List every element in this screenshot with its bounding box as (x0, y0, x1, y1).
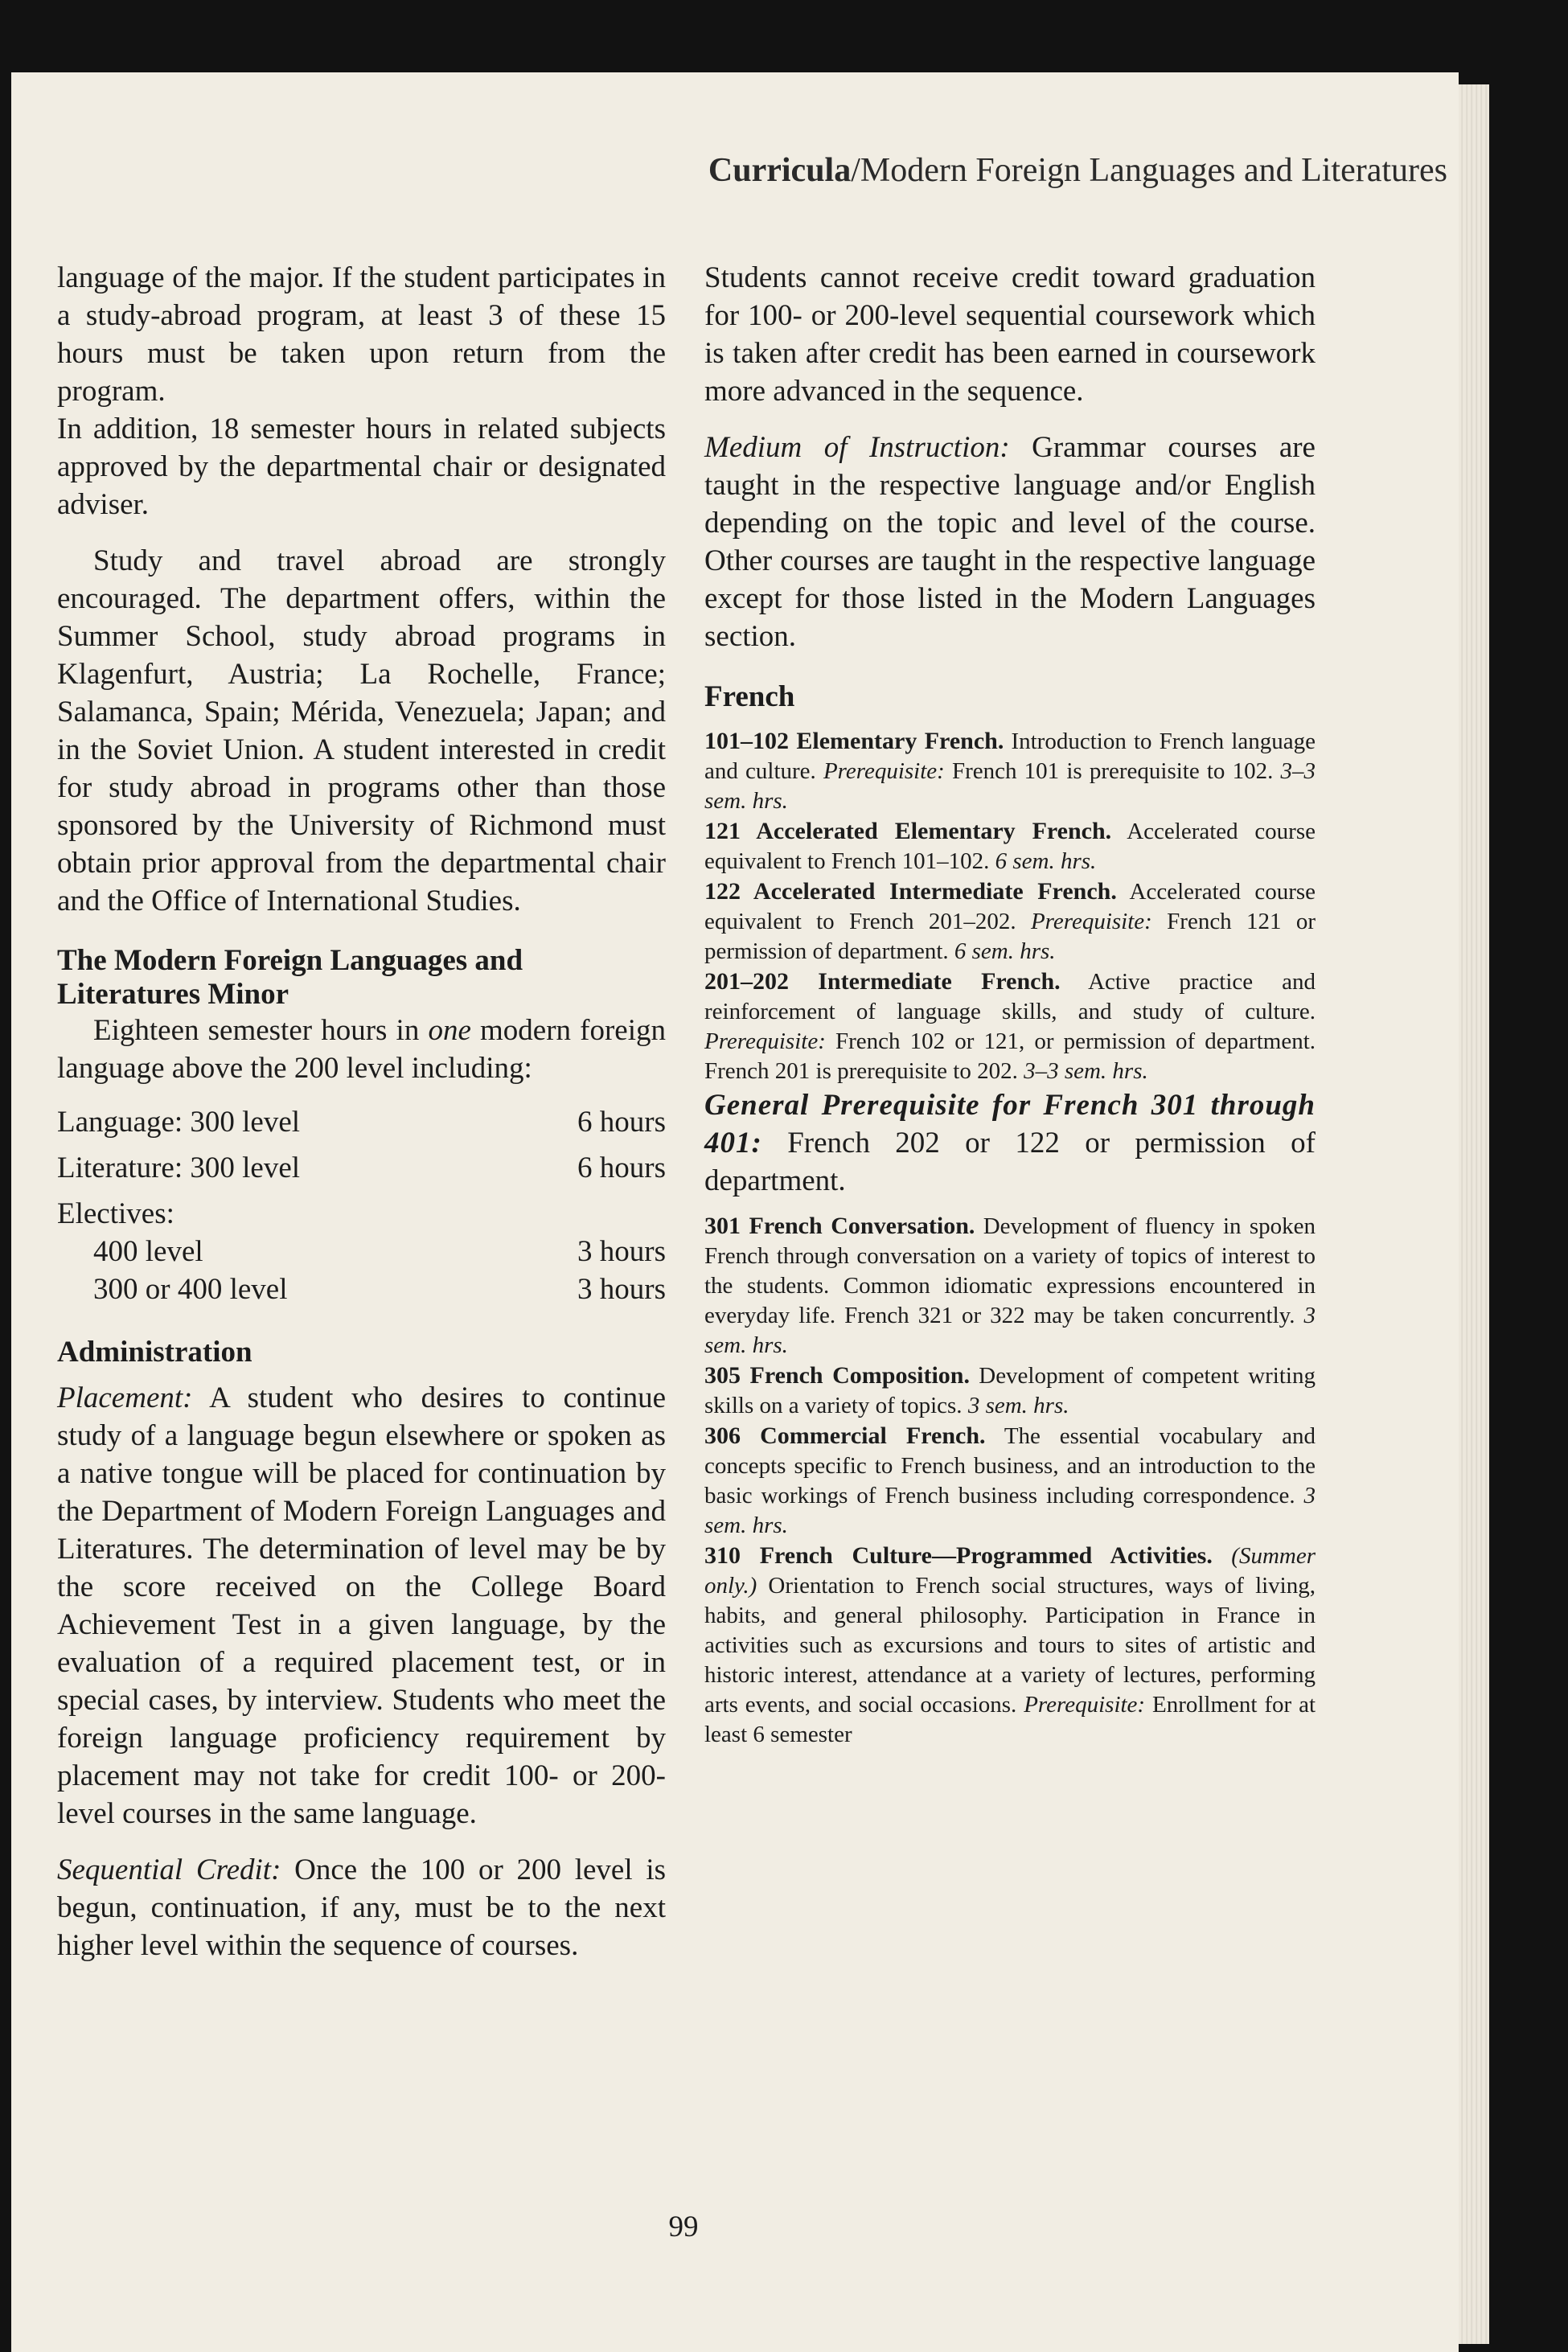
course-hours: 3–3 sem. hrs. (1024, 1058, 1148, 1084)
course-description: Active practice and reinforcement of language skills, and study of culture. (704, 969, 1316, 1024)
course-title: 301 French Conversation. (704, 1213, 975, 1239)
medium-text: Grammar courses are taught in the respective language and/or English depending on the topic and level of the course. Other courses are taught in the respective language except for those listed in the Modern Languages section. (704, 431, 1316, 653)
related-subjects-paragraph: In addition, 18 semester hours in related subjects approved by the departmental chair or designated adviser. (57, 413, 666, 521)
requirement-300-400-level (57, 1270, 666, 1308)
requirement-label: Electives: (57, 1197, 174, 1230)
course-description: The essential vocabulary and concepts specific to French business, and an introduction to the basic workings of French business including correspondence. (704, 1423, 1316, 1508)
requirement-hours: 3 hours (577, 1273, 666, 1306)
requirement-400-level (57, 1233, 666, 1270)
course-description: Introduction to French language and culture. (704, 729, 1316, 784)
course-201-202 (704, 967, 1316, 1086)
course-title: 310 French Culture—Programmed Activities. (704, 1542, 1213, 1569)
requirement-label: Literature: 300 level (57, 1151, 301, 1184)
requirement-literature (57, 1149, 666, 1187)
prerequisite-label: Prerequisite: (823, 758, 945, 784)
course-hours: 3–3 sem. hrs. (704, 758, 1316, 814)
course-122 (704, 876, 1316, 967)
course-hours: 3 sem. hrs. (704, 1483, 1316, 1538)
page-number: 99 (668, 2210, 699, 2243)
course-description: Development of competent writing skills on a variety of topics. (704, 1363, 1316, 1418)
course-description: French 101 is prerequisite to 102. (944, 758, 1281, 784)
sequential-credit-label: Sequential Credit: (57, 1853, 281, 1886)
course-description: Accelerated course equivalent to French 101–102. (704, 819, 1316, 874)
minor-intro-text: Eighteen semester hours in (93, 1014, 429, 1047)
sequential-credit-paragraph (57, 1851, 666, 1964)
requirement-hours: 3 hours (577, 1235, 666, 1268)
french-upper-courses (704, 1211, 1316, 1750)
requirement-label: 400 level (93, 1235, 203, 1268)
administration-heading: Administration (57, 1336, 252, 1369)
requirement-language (57, 1103, 666, 1141)
course-note: (Summer only.) (704, 1543, 1316, 1599)
prerequisite-label: Prerequisite: (1024, 1692, 1146, 1718)
requirement-label: Language: 300 level (57, 1106, 301, 1139)
placement-paragraph (57, 1379, 666, 1833)
minor-intro (57, 1012, 666, 1087)
course-hours: 6 sem. hrs. (995, 848, 1097, 874)
running-head (48, 151, 1447, 190)
medium-of-instruction-paragraph (704, 429, 1316, 655)
minor-intro-text-2: modern foreign language above the 200 level including: (57, 1014, 667, 1085)
minor-intro-emphasis: one (428, 1014, 471, 1047)
placement-text: A student who desires to continue study of a language begun elsewhere or spoken as a native tongue will be placed for continuation by the Department of Modern Foreign Languages and Literatures. The determination of level may be by the score received on the College Board Achievement Test in a given language, by the evaluation of a required placement test, or in special cases, by interview. Students who meet the foreign language proficiency requirement by placement may not take for credit 100- or 200-level courses in the same language. (57, 1381, 666, 1830)
general-prerequisite-text: French 202 or 122 or permission of department. (704, 1127, 1316, 1197)
french-heading: French (704, 680, 795, 713)
sequential-credit-text: Once the 100 or 200 level is begun, continuation, if any, must be to the next higher level within the sequence of courses. (57, 1853, 666, 1962)
minor-heading-line-1: The Modern Foreign Languages and (57, 944, 523, 977)
minor-heading (57, 944, 666, 1012)
requirement-electives (57, 1195, 666, 1233)
course-description: Enrollment for at least 6 semester (704, 1692, 1316, 1747)
right-column (704, 259, 1316, 1750)
course-description: Orientation to French social structures, ways of living, habits, and general philosophy. Participation in France in activities such as excursions and tours to sites of artistic and historic interest, attendance at a variety of lectures, performing arts events, and social occasions. (704, 1573, 1316, 1718)
course-301 (704, 1211, 1316, 1361)
course-description: French 102 or 121, or permission of department. French 201 is prerequisite to 202. (704, 1028, 1316, 1084)
general-prerequisite-paragraph (704, 1086, 1316, 1200)
course-title: 101–102 Elementary French. (704, 728, 1004, 754)
running-head-section: Curricula (708, 152, 852, 189)
left-column (57, 259, 666, 1964)
study-abroad-paragraph: Study and travel abroad are strongly encouraged. The department offers, within the Summer School, study abroad programs in Klagenfurt, Austria; La Rochelle, France; Salamanca, Spain; Mérida, Venezuela; Japan; and in the Soviet Union. A student interested in credit for study abroad in programs other than those sponsored by the University of Richmond must obtain prior approval from the departmental chair and the Office of International Studies. (57, 544, 666, 917)
requirement-label: 300 or 400 level (93, 1273, 288, 1306)
general-prerequisite-title: General Prerequisite for French 301 through 401: (704, 1089, 1316, 1160)
course-title: 305 French Composition. (704, 1362, 970, 1389)
course-title: 121 Accelerated Elementary French. (704, 818, 1112, 844)
course-description: French 121 or permission of department. (704, 909, 1316, 964)
course-hours: 6 sem. hrs. (954, 938, 1056, 964)
minor-requirements (57, 1103, 666, 1308)
minor-heading-line-2: Literatures Minor (57, 978, 289, 1011)
course-121 (704, 816, 1316, 876)
course-description: Development of fluency in spoken French through conversation on a variety of topics of interest to the students. Common idiomatic expressions encountered in everyday life. French 321 or 322 may be taken concurrently. (704, 1213, 1316, 1328)
page-stack-edge (1459, 84, 1489, 2344)
prerequisite-label: Prerequisite: (1030, 909, 1152, 934)
course-306 (704, 1421, 1316, 1541)
major-continuation-paragraph: language of the major. If the student participates in a study-abroad program, at least 3 of these 15 hours must be taken upon return from the program. (57, 261, 666, 408)
course-title: 201–202 Intermediate French. (704, 968, 1061, 995)
course-hours: 3 sem. hrs. (704, 1303, 1316, 1358)
prerequisite-label: Prerequisite: (704, 1028, 826, 1054)
french-lower-courses (704, 726, 1316, 1086)
running-head-title: /Modern Foreign Languages and Literatures (851, 152, 1447, 189)
course-description: Accelerated course equivalent to French 201–202. (704, 879, 1316, 934)
medium-label: Medium of Instruction: (704, 431, 1010, 464)
course-title: 306 Commercial French. (704, 1422, 986, 1449)
requirement-hours: 6 hours (577, 1151, 666, 1184)
sequential-credit-continuation: Students cannot receive credit toward graduation for 100- or 200-level sequential coursework which is taken after credit has been earned in coursework more advanced in the sequence. (704, 261, 1316, 408)
course-101-102 (704, 726, 1316, 816)
requirement-hours: 6 hours (577, 1106, 666, 1139)
course-310 (704, 1541, 1316, 1750)
course-305 (704, 1361, 1316, 1421)
course-title: 122 Accelerated Intermediate French. (704, 878, 1117, 905)
course-hours: 3 sem. hrs. (967, 1393, 1069, 1418)
placement-label: Placement: (57, 1381, 193, 1414)
